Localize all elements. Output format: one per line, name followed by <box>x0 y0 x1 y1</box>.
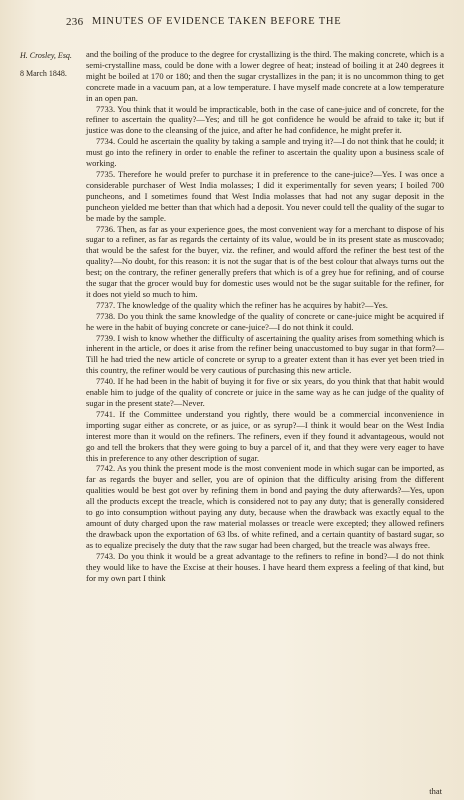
paragraph-7736: 7736. Then, as far as your experience goes, the most convenient way for a merchant to dispose of his sugar to a refiner, as far as regards the certainty of its value, would be in its present state as muscovado; that would be the safest for the buyer, viz. the refiner, and would afford the refiner the best test of the quality?—No doubt, for this reason: it is not the sugar that is of the best colour that always turns out the best; on the contrary, the refiner generally prefers that which is of a grey hue for refining, and of course the sugar that the grocer would buy for domestic uses would not be the sugar suitable for the refiner, for it does not yield so much to him. <box>86 223 444 299</box>
page-header <box>0 16 464 32</box>
page-number: 236 <box>66 16 84 28</box>
paragraph-7739: 7739. I wish to know whether the difficulty of ascertaining the quality arises from something which is inherent in the article, or does it arise from the refiner being unaccustomed to buy sugar in that form?—Till he had tried the new article of concrete or syrup to a greater extent than it has ever yet been tried in this country, the refiner would be very cautious of purchasing this new article. <box>86 332 444 376</box>
running-head: MINUTES OF EVIDENCE TAKEN BEFORE THE <box>92 16 342 27</box>
catchword: that <box>429 786 442 796</box>
witness-name: H. Crosley, Esq. <box>20 51 72 60</box>
body-text <box>86 49 444 583</box>
paragraph-7737: 7737. The knowledge of the quality which the refiner has he acquires by habit?—Yes. <box>96 299 388 310</box>
paragraph-7742: 7742. As you think the present mode is the most convenient mode in which sugar can be imported, as far as regards the buyer and seller, you are of opinion that the difficulty arising from the different qualities would be best got over by refining them in bond and paying the duty afterwards?—Yes, upon all the products except the treacle, which is considered not to pay any duty; that is generally considered to go into consumption without paying any duty, because when the drawback was exactly equal to the amount of duty charged upon the raw material molasses or treacle were excepted; they allowed refiners the drawback upon the exportation of 63 lbs. of white refined, and a certain quantity of bastard sugar, so as to equalize precisely the duty that the raw sugar had been charged, but the treacle was always free. <box>86 463 444 550</box>
paragraph-7735: 7735. Therefore he would prefer to purchase it in preference to the cane-juice?—Yes. I was once a considerable purchaser of West India molasses; I did it experimentally for seven years; I boiled 700 puncheons, and I sometimes found that West India molasses that had not any sugar deposit in the puncheon yielded me better than that which had a deposit. You never could tell the quality of the sugar to be made by the sample. <box>86 168 444 223</box>
margin-note <box>20 50 80 80</box>
paragraph-7741: 7741. If the Committee understand you rightly, there would be a commercial inconvenience in importing sugar either as concrete, or as juice, or as syrup?—I think it would bear on the West India interest more than it would on the refiners. The refiners, even if they found it advantageous, would not go and tell the brokers that they were going to buy a parcel of it, and that they were very eager to have this in preference to any other description of sugar. <box>86 408 444 463</box>
paragraph-7734: 7734. Could he ascertain the quality by taking a sample and trying it?—I do not think that he could; it must go into the refinery in order to enable the refiner to ascertain the quality upon a business scale of working. <box>86 136 444 169</box>
paragraph-7743: 7743. Do you think it would be a great advantage to the refiners to refine in bond?—I do not think they would like to have the Excise at their houses. I have heard them express a feeling of that kind, but for my own part I think <box>86 550 444 583</box>
paragraph-7740: 7740. If he had been in the habit of buying it for five or six years, do you think that that habit would enable him to judge of the quality of concrete or juice in the same way as he can judge of the quality of sugar in the present state?—Never. <box>86 376 444 408</box>
paragraph-7733: 7733. You think that it would be impracticable, both in the case of cane-juice and of concrete, for the refiner to ascertain the quality?—Yes; and till he got confidence he would be afraid to take it; but if justice was done to the cleansing of the juice, and after he had confidence, he might prefer it. <box>86 103 444 136</box>
paragraph: and the boiling of the produce to the degree for crystallizing is the third. The making concrete, which is a semi-crystalline mass, could be done with a lower degree of heat; instead of boiling it at 240 degrees it might be boiled at 170 or 180; and then the sugar crystallizes in the pan; it is no uncommon thing to get concrete made in a vacuum pan, at a low temperature. I have myself made concrete at a low temperature in an open pan. <box>86 49 444 103</box>
paragraph-7738: 7738. Do you think the same knowledge of the quality of concrete or cane-juice might be acquired if he were in the habit of buying concrete or cane-juice?—I do not think it could. <box>86 310 444 332</box>
hearing-date: 8 March 1848. <box>20 69 67 78</box>
